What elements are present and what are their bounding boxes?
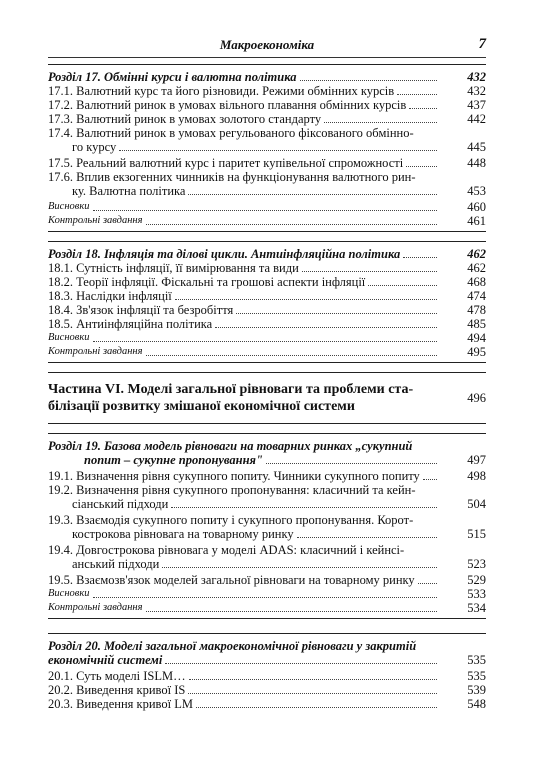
section-heading[interactable] bbox=[48, 70, 486, 84]
section-heading-text-cont: попит – сукупне пропонування" bbox=[84, 453, 263, 467]
entry-text: 18.4. Зв'язок інфляції та безробіття bbox=[48, 303, 234, 317]
page-ref: 460 bbox=[467, 200, 486, 214]
entry-text: Контрольні завдання bbox=[48, 215, 143, 226]
entry-text: 18.5. Антиінфляційна політика bbox=[48, 317, 213, 331]
page-ref: 462 bbox=[467, 247, 486, 261]
entry-text: 17.1. Валютний курс та його різновиди. Режими обмінних курсів bbox=[48, 84, 395, 98]
toc-entry[interactable] bbox=[48, 573, 486, 587]
header-title: Макроекономіка bbox=[219, 37, 315, 52]
running-header bbox=[48, 33, 486, 58]
toc-entry[interactable] bbox=[48, 683, 486, 697]
dot-leader bbox=[406, 166, 437, 167]
entry-text-cont: кострокова рівновага на товарному ринку bbox=[72, 527, 294, 541]
dot-leader bbox=[93, 597, 437, 598]
section-heading-text-cont: економічній системі bbox=[48, 653, 163, 667]
dot-leader bbox=[196, 707, 437, 708]
dot-leader bbox=[188, 194, 437, 195]
table-of-contents bbox=[48, 64, 486, 723]
page-ref: 498 bbox=[467, 469, 486, 483]
toc-entry[interactable] bbox=[48, 303, 486, 317]
header-page-number: 7 bbox=[478, 36, 486, 52]
entry-text: 19.2. Визначення рівня сукупного пропонування: класичний та кейн- bbox=[48, 483, 416, 497]
page-ref: 534 bbox=[467, 601, 486, 615]
entry-text: 17.3. Валютний ринок в умовах золотого стандарту bbox=[48, 112, 322, 126]
dot-leader bbox=[165, 663, 437, 664]
tasks-entry[interactable] bbox=[48, 345, 486, 359]
page-ref: 448 bbox=[467, 156, 486, 170]
page-ref: 523 bbox=[467, 557, 486, 571]
dot-leader bbox=[119, 150, 437, 151]
toc-section-17 bbox=[48, 64, 486, 232]
dot-leader bbox=[162, 567, 437, 568]
conclusions-entry[interactable] bbox=[48, 331, 486, 345]
section-heading[interactable] bbox=[48, 639, 486, 667]
dot-leader bbox=[236, 313, 437, 314]
dot-leader bbox=[324, 122, 437, 123]
toc-entry[interactable] bbox=[48, 84, 486, 98]
entry-text: 19.3. Взаємодія сукупного попиту і сукупного пропонування. Корот- bbox=[48, 513, 414, 527]
dot-leader bbox=[171, 507, 437, 508]
entry-text: 17.6. Вплив екзогенних чинників на функціонування валютного рин- bbox=[48, 170, 416, 184]
dot-leader bbox=[300, 80, 438, 81]
dot-leader bbox=[368, 285, 437, 286]
page-ref: 445 bbox=[467, 140, 486, 154]
toc-entry[interactable] bbox=[48, 697, 486, 711]
toc-entry[interactable] bbox=[48, 98, 486, 112]
section-heading-text: Розділ 17. Обмінні курси і валютна політика bbox=[48, 70, 297, 84]
dot-leader bbox=[403, 257, 437, 258]
page-ref: 539 bbox=[467, 683, 486, 697]
conclusions-entry[interactable] bbox=[48, 587, 486, 601]
toc-entry[interactable] bbox=[48, 317, 486, 331]
entry-text-cont: сіанський підходи bbox=[72, 497, 169, 511]
section-heading[interactable] bbox=[48, 247, 486, 261]
page-ref: 497 bbox=[467, 453, 486, 467]
entry-text: Контрольні завдання bbox=[48, 346, 143, 357]
page-ref: 535 bbox=[467, 669, 486, 683]
entry-text: 20.3. Виведення кривої LM bbox=[48, 697, 193, 711]
page-ref: 474 bbox=[467, 289, 486, 303]
toc-entry[interactable] bbox=[48, 289, 486, 303]
entry-text: 17.4. Валютний ринок в умовах регульованого фіксованого обмінно- bbox=[48, 126, 414, 140]
entry-text: 20.2. Виведення кривої IS bbox=[48, 683, 186, 697]
page-ref: 478 bbox=[467, 303, 486, 317]
page-ref: 504 bbox=[467, 497, 486, 511]
page-ref: 494 bbox=[467, 331, 486, 345]
dot-leader bbox=[418, 583, 437, 584]
dot-leader bbox=[93, 210, 437, 211]
entry-text: 17.2. Валютний ринок в умовах вільного плавання обмінних курсів bbox=[48, 98, 407, 112]
page-ref: 496 bbox=[467, 391, 486, 405]
toc-entry[interactable] bbox=[48, 513, 486, 541]
page-ref: 485 bbox=[467, 317, 486, 331]
entry-text: Контрольні завдання bbox=[48, 602, 143, 613]
entry-text-cont: анський підходи bbox=[72, 557, 160, 571]
page-ref: 442 bbox=[467, 112, 486, 126]
entry-text: 20.1. Суть моделі ISLM… bbox=[48, 669, 186, 683]
page-ref: 535 bbox=[467, 653, 486, 667]
toc-entry[interactable] bbox=[48, 275, 486, 289]
dot-leader bbox=[266, 463, 437, 464]
dot-leader bbox=[146, 611, 437, 612]
entry-text: 17.5. Реальний валютний курс і паритет купівельної спроможності bbox=[48, 156, 404, 170]
toc-part-6[interactable] bbox=[48, 372, 486, 424]
toc-entry[interactable] bbox=[48, 112, 486, 126]
entry-text: 18.1. Сутність інфляції, її вимірювання та види bbox=[48, 261, 299, 275]
section-heading-text: Розділ 18. Інфляція та ділові цикли. Антиінфляційна політика bbox=[48, 247, 401, 261]
dot-leader bbox=[297, 537, 437, 538]
entry-text: 19.4. Довгострокова рівновага у моделі ADAS: класичний і кейнсі- bbox=[48, 543, 405, 557]
page-ref: 515 bbox=[467, 527, 486, 541]
part-title-cont: білізації розвитку змішаної економічної системи bbox=[48, 399, 355, 414]
entry-text-cont: ку. Валютна політика bbox=[72, 184, 186, 198]
entry-text: Висновки bbox=[48, 201, 90, 212]
entry-text: 18.3. Наслідки інфляції bbox=[48, 289, 172, 303]
dot-leader bbox=[93, 341, 437, 342]
dot-leader bbox=[409, 108, 437, 109]
conclusions-entry[interactable] bbox=[48, 200, 486, 214]
entry-text: 19.1. Визначення рівня сукупного попиту. Чинники сукупного попиту bbox=[48, 469, 420, 483]
page-ref: 529 bbox=[467, 573, 486, 587]
section-heading[interactable] bbox=[48, 439, 486, 467]
page-ref: 437 bbox=[467, 98, 486, 112]
section-heading-text: Розділ 19. Базова модель рівноваги на товарних ринках „сукупний bbox=[48, 439, 413, 453]
toc-entry[interactable] bbox=[48, 469, 486, 483]
toc-entry[interactable] bbox=[48, 483, 486, 511]
toc-section-20 bbox=[48, 633, 486, 714]
dot-leader bbox=[397, 94, 437, 95]
page-ref: 548 bbox=[467, 697, 486, 711]
toc-section-19 bbox=[48, 433, 486, 619]
toc-entry[interactable] bbox=[48, 543, 486, 571]
toc-entry[interactable] bbox=[48, 156, 486, 170]
page-ref: 432 bbox=[467, 70, 486, 84]
page-ref: 495 bbox=[467, 345, 486, 359]
toc-entry[interactable] bbox=[48, 669, 486, 683]
section-heading-text: Розділ 20. Моделі загальної макроекономічної рівноваги у закритій bbox=[48, 639, 417, 653]
page-ref: 461 bbox=[467, 214, 486, 228]
dot-leader bbox=[423, 479, 437, 480]
entry-text: 19.5. Взаємозв'язок моделей загальної рівноваги на товарному ринку bbox=[48, 573, 415, 587]
toc-entry[interactable] bbox=[48, 170, 486, 198]
tasks-entry[interactable] bbox=[48, 214, 486, 228]
part-title: Частина VI. Моделі загальної рівноваги та проблеми ста- bbox=[48, 382, 414, 397]
page-ref: 453 bbox=[467, 184, 486, 198]
dot-leader bbox=[175, 299, 437, 300]
entry-text-cont: го курсу bbox=[72, 140, 117, 154]
toc-section-18 bbox=[48, 241, 486, 363]
dot-leader bbox=[302, 271, 437, 272]
entry-text: Висновки bbox=[48, 588, 90, 599]
entry-text: 18.2. Теорії інфляції. Фіскальні та грошові аспекти інфляції bbox=[48, 275, 366, 289]
page-ref: 462 bbox=[467, 261, 486, 275]
toc-entry[interactable] bbox=[48, 126, 486, 154]
dot-leader bbox=[189, 679, 437, 680]
dot-leader bbox=[146, 355, 437, 356]
dot-leader bbox=[215, 327, 437, 328]
dot-leader bbox=[146, 224, 437, 225]
toc-entry[interactable] bbox=[48, 261, 486, 275]
dot-leader bbox=[188, 693, 437, 694]
page-ref: 432 bbox=[467, 84, 486, 98]
page-ref: 533 bbox=[467, 587, 486, 601]
page-ref: 468 bbox=[467, 275, 486, 289]
entry-text: Висновки bbox=[48, 332, 90, 343]
tasks-entry[interactable] bbox=[48, 601, 486, 615]
